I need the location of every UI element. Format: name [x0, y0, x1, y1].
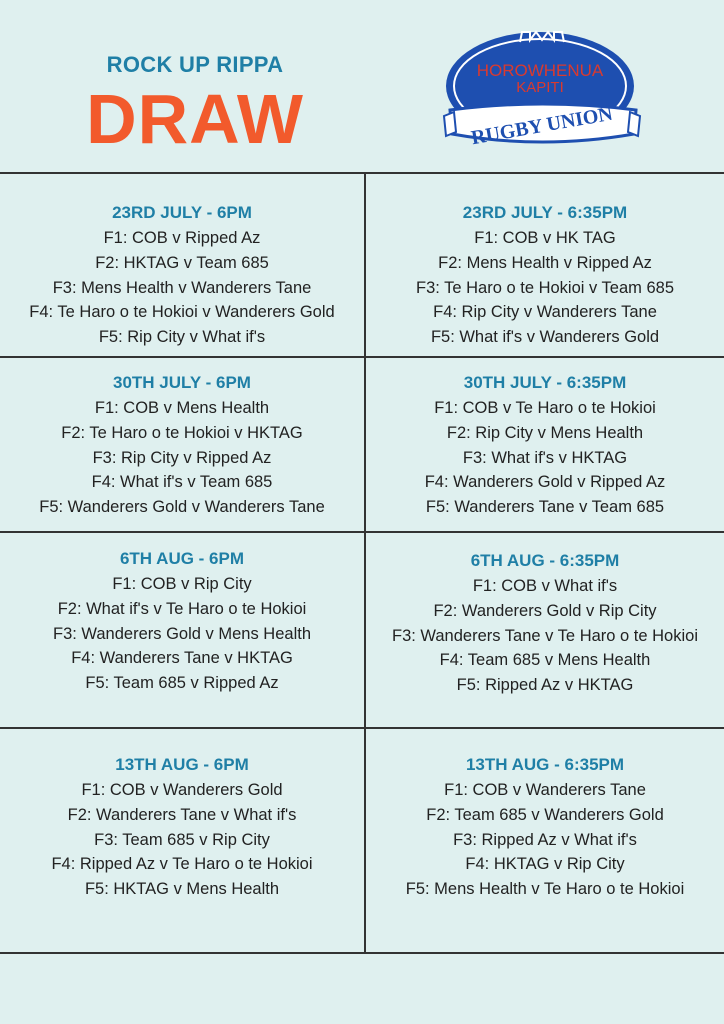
fixture: F1: COB v Wanderers Tane: [444, 781, 646, 799]
fixture: F2: Rip City v Mens Health: [446, 423, 644, 442]
fixture: F2: Wanderers Tane v What if's: [67, 805, 297, 824]
fixture: F1: COB v What if's: [472, 577, 618, 595]
round-heading: 30TH JULY - 6PM: [113, 373, 251, 392]
rugby-union-logo: [442, 28, 642, 156]
fixture: F1: COB v HK TAG: [474, 229, 616, 247]
fixture: F2: Mens Health v Ripped Az: [438, 253, 652, 272]
fixture: F5: Ripped Az v HKTAG: [456, 676, 634, 695]
round-heading: 13TH AUG - 6:35PM: [465, 755, 625, 774]
round-heading: 30TH JULY - 6:35PM: [463, 373, 627, 392]
draw-title: DRAW: [86, 80, 304, 158]
draw-grid: [0, 172, 724, 954]
fixture: F4: Team 685 v Mens Health: [439, 651, 651, 670]
fixture: F5: HKTAG v Mens Health: [84, 880, 280, 899]
fixture: F1: COB v Mens Health: [94, 399, 270, 417]
fixture: F5: Team 685 v Ripped Az: [85, 674, 279, 693]
fixture: F2: Wanderers Gold v Rip City: [433, 601, 657, 620]
grid-row-divider: [0, 531, 724, 533]
fixture: F3: Wanderers Gold v Mens Health: [53, 624, 311, 643]
round-cell: [0, 202, 364, 350]
fixture: F5: Wanderers Gold v Wanderers Tane: [39, 498, 325, 517]
fixture: F5: Mens Health v Te Haro o te Hokioi: [405, 880, 685, 899]
fixture: F3: Te Haro o te Hokioi v Team 685: [415, 278, 675, 297]
round-cell: [366, 202, 724, 350]
round-heading: 6TH AUG - 6:35PM: [470, 551, 620, 570]
fixture: F4: Wanderers Tane v HKTAG: [71, 649, 293, 668]
round-heading: 23RD JULY - 6PM: [112, 203, 252, 222]
fixture: F2: What if's v Te Haro o te Hokioi: [57, 599, 307, 618]
fixture: F4: Te Haro o te Hokioi v Wanderers Gold: [29, 303, 335, 322]
fixture: F3: Mens Health v Wanderers Tane: [52, 278, 312, 297]
fixture: F3: Rip City v Ripped Az: [92, 448, 272, 467]
round-heading: 13TH AUG - 6PM: [115, 755, 249, 774]
logo-line1: HOROWHENUA: [476, 61, 604, 80]
fixture: F3: Wanderers Tane v Te Haro o te Hokioi: [391, 626, 698, 645]
fixture: F1: COB v Rip City: [112, 575, 252, 593]
logo-line2: KAPITI: [516, 79, 564, 96]
draw-subtitle: ROCK UP RIPPA: [106, 52, 284, 77]
fixture: F4: HKTAG v Rip City: [465, 855, 625, 874]
fixture: F3: Ripped Az v What if's: [453, 830, 637, 849]
fixture: F4: Rip City v Wanderers Tane: [433, 303, 657, 322]
round-cell: [366, 754, 724, 902]
round-cell: [366, 550, 724, 698]
round-cell: [0, 372, 364, 520]
round-heading: 6TH AUG - 6PM: [119, 549, 245, 568]
fixture: F3: Team 685 v Rip City: [94, 830, 270, 849]
grid-row-divider: [0, 727, 724, 729]
fixture: F2: HKTAG v Team 685: [95, 253, 269, 272]
round-cell: [0, 548, 364, 696]
fixture: F4: Ripped Az v Te Haro o te Hokioi: [51, 855, 313, 874]
fixture: F4: What if's v Team 685: [91, 473, 273, 492]
fixture: F5: What if's v Wanderers Gold: [430, 328, 660, 347]
round-cell: [366, 372, 724, 520]
grid-row-divider: [0, 356, 724, 358]
fixture: F2: Te Haro o te Hokioi v HKTAG: [61, 423, 303, 442]
round-cell: [0, 754, 364, 902]
fixture: F1: COB v Ripped Az: [103, 229, 261, 247]
logo-banner: RUGBY UNION: [469, 102, 615, 150]
fixture: F5: Wanderers Tane v Team 685: [425, 498, 665, 517]
fixture: F4: Wanderers Gold v Ripped Az: [424, 473, 666, 492]
fixture: F1: COB v Wanderers Gold: [81, 781, 283, 799]
fixture: F2: Team 685 v Wanderers Gold: [426, 805, 664, 824]
fixture: F5: Rip City v What if's: [98, 328, 266, 347]
fixture: F1: COB v Te Haro o te Hokioi: [434, 399, 656, 417]
fixture: F3: What if's v HKTAG: [462, 448, 628, 467]
round-heading: 23RD JULY - 6:35PM: [462, 203, 628, 222]
